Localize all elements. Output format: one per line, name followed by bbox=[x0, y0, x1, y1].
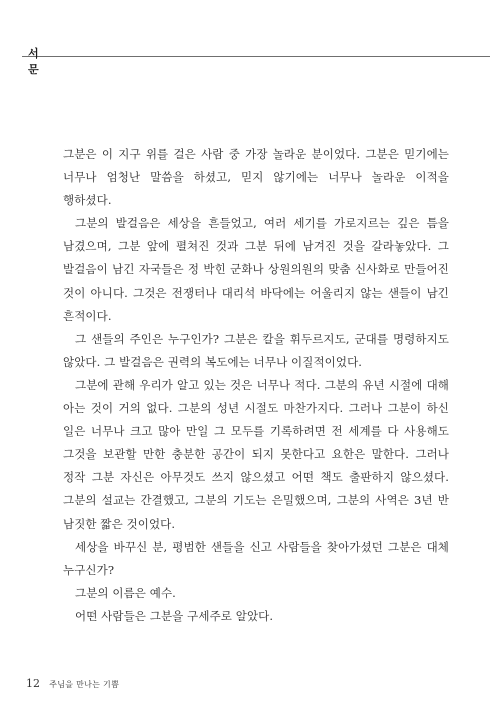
paragraph: 그분의 이름은 예수. bbox=[75, 585, 176, 600]
section-title-char-2: 문 bbox=[28, 63, 39, 76]
section-title bbox=[28, 46, 44, 78]
page-footer bbox=[26, 678, 119, 691]
paragraph: 그 샌들의 주인은 누구인가? 그분은 칼을 휘두르지도, 군대를 명령하지도 않았다. 그 발걸음은 권력의 복도에는 너무나 이질적이었다. bbox=[63, 331, 449, 369]
section-title-char-1: 서 bbox=[28, 47, 39, 60]
paragraph: 세상을 바꾸신 분, 평범한 샌들을 신고 사람들을 찾아가셨던 그분은 대체 누구신가? bbox=[63, 539, 449, 577]
header-rule bbox=[22, 56, 490, 57]
paragraph: 그분의 발걸음은 세상을 흔들었고, 여러 세기를 가로지르는 깊은 틈을 남겼으며, 그분 앞에 펼쳐진 것과 그분 뒤에 남겨진 것을 갈라놓았다. 그 발걸음이 남긴 자국들은 정 박힌 군화나 상원의원의 맞춤 신사화로 만들어진 것이 아니다. 그것은 전쟁터나 대리석 바닥에는 어울리지 않는 샌들이 남긴 흔적이다. bbox=[63, 216, 449, 323]
running-title: 주님을 만나는 기쁨 bbox=[49, 680, 120, 689]
page-number: 12 bbox=[26, 677, 40, 690]
paragraph: 그분은 이 지구 위를 걸은 사람 중 가장 놀라운 분이었다. 그분은 믿기에는 너무나 엄청난 말씀을 하셨고, 믿지 않기에는 너무나 놀라운 이적을 행하셨다. bbox=[63, 147, 449, 208]
paragraph: 어떤 사람들은 그분을 구세주로 알았다. bbox=[75, 608, 274, 623]
body-text bbox=[63, 143, 449, 628]
paragraph: 그분에 관해 우리가 알고 있는 것은 너무나 적다. 그분의 유년 시절에 대해 아는 것이 거의 없다. 그분의 성년 시절도 마찬가지다. 그러나 그분이 하신 일은 너무나 크고 많아 만일 그 모두를 기록하려면 전 세계를 다 사용해도 그것을 보관할 만한 충분한 공간이 되지 못한다고 요한은 말한다. 그러나 정작 그분 자신은 아무것도 쓰지 않으셨고 어떤 책도 출판하지 않으셨다. 그분의 설교는 간결했고, 그분의 기도는 은밀했으며, 그분의 사역은 3년 반 남짓한 짧은 것이었다. bbox=[63, 377, 449, 531]
